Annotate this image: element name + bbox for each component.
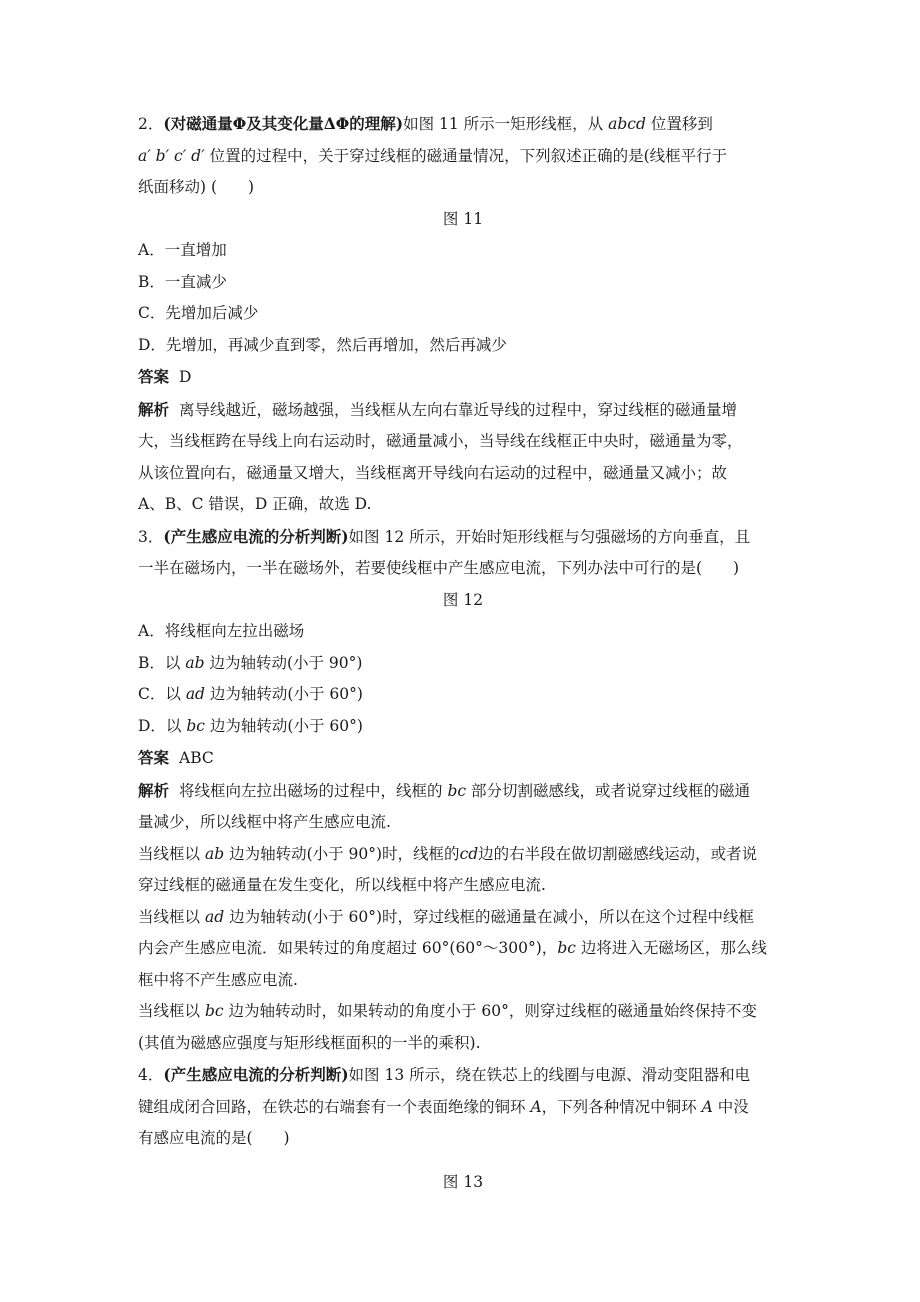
q4-line2-middle: ，下列各种情况中铜环 bbox=[541, 1097, 697, 1116]
q3-analysis-line-1 bbox=[138, 775, 788, 808]
q2-analysis-line-1 bbox=[138, 394, 788, 427]
q3-option-c-suffix: 边为轴转动(小于 60°) bbox=[209, 685, 363, 703]
q3-analysis-b1-suffix: 边的右半段在做切割磁感线运动，或者说 bbox=[478, 844, 758, 863]
q2-line2-italic: a′ b′ c′ d′ bbox=[138, 146, 205, 165]
q3-analysis-d1-suffix: 边为轴转动时，如果转动的角度小于 60°，则穿过线框的磁通量始终保持不变 bbox=[228, 1002, 757, 1020]
q3-line-1 bbox=[138, 521, 788, 554]
q2-answer bbox=[138, 361, 788, 394]
q4-line-3: 有感应电流的是( ) bbox=[138, 1129, 290, 1147]
q3-analysis-line-7: 框中将不产生感应电流. bbox=[138, 970, 298, 989]
q2-topic: (对磁通量Φ及其变化量ΔΦ的理解) bbox=[163, 114, 404, 133]
q3-analysis-line-2: 量减少，所以线框中将产生感应电流. bbox=[138, 813, 391, 831]
q3-analysis-line-8 bbox=[138, 996, 788, 1028]
q3-analysis-b1-middle: 边为轴转动(小于 90°)时，线框的 bbox=[229, 844, 460, 863]
q2-number: 2． bbox=[138, 115, 164, 133]
q4-topic: (产生感应电流的分析判断) bbox=[163, 1065, 349, 1084]
q3-analysis-d1-prefix: 当线框以 bbox=[138, 1002, 201, 1020]
q3-analysis-line-4: 穿过线框的磁通量在发生变化，所以线框中将产生感应电流. bbox=[138, 876, 546, 894]
q2-line-3: 纸面移动) ( ) bbox=[138, 178, 255, 196]
q2-line-2 bbox=[138, 141, 788, 173]
q3-analysis-line-5 bbox=[138, 902, 788, 934]
q3-analysis-a1-italic: bc bbox=[447, 781, 467, 800]
q3-answer bbox=[138, 742, 788, 775]
q2-option-b: B．一直减少 bbox=[138, 272, 227, 291]
q2-analysis-line-3: 从该位置向右，磁通量又增大，当线框离开导线向右运动的过程中，磁通量又减小；故 bbox=[138, 463, 728, 482]
q3-analysis-c1-italic: ad bbox=[204, 907, 225, 926]
q2-line1-italic: abcd bbox=[608, 115, 646, 133]
q4-line-2 bbox=[138, 1092, 788, 1124]
q3-option-c-italic: ad bbox=[185, 685, 205, 703]
q2-line1-text: 如图 11 所示一矩形线框，从 bbox=[403, 115, 604, 133]
q4-figure-spacer bbox=[138, 1155, 788, 1167]
q3-analysis-d1-italic: bc bbox=[204, 1002, 224, 1020]
q3-analysis-c2-italic: bc bbox=[557, 939, 576, 957]
q3-analysis-a1-prefix: 将线框向左拉出磁场的过程中，线框的 bbox=[179, 781, 443, 800]
q2-option-a: A．一直增加 bbox=[138, 241, 227, 259]
q3-number: 3． bbox=[138, 527, 164, 546]
q3-analysis-line-3 bbox=[138, 839, 788, 871]
q3-answer-label: 答案 bbox=[138, 748, 170, 767]
q3-line-2: 一半在磁场内，一半在磁场外，若要使线框中产生感应电流，下列办法中可行的是( ) bbox=[138, 559, 740, 577]
q2-answer-label: 答案 bbox=[138, 367, 170, 386]
q3-figure-caption: 图 12 bbox=[442, 590, 484, 609]
q3-option-d-prefix: D．以 bbox=[138, 716, 182, 735]
q3-analysis-b1-italic-2: cd bbox=[459, 844, 479, 863]
document-page bbox=[138, 108, 788, 1198]
q3-analysis-c2-suffix: 边将进入无磁场区，那么线 bbox=[580, 939, 767, 957]
q2-answer-value: D bbox=[179, 368, 192, 386]
q4-line2-italic-1: A bbox=[530, 1097, 542, 1116]
q2-figure-caption: 图 11 bbox=[442, 209, 484, 228]
q3-line1-text: 如图 12 所示，开始时矩形线框与匀强磁场的方向垂直，且 bbox=[348, 527, 751, 546]
q3-option-c bbox=[138, 679, 788, 711]
q3-analysis-line-9: (其值为磁感应强度与矩形线框面积的一半的乘积). bbox=[138, 1033, 481, 1052]
q2-analysis-line-4: A、B、C 错误，D 正确，故选 D. bbox=[138, 495, 372, 513]
q2-line2-text: 位置的过程中，关于穿过线框的磁通量情况，下列叙述正确的是(线框平行于 bbox=[209, 146, 728, 165]
q2-option-c: C．先增加后减少 bbox=[138, 304, 259, 322]
q4-figure-caption: 图 13 bbox=[442, 1172, 484, 1191]
q4-line2-suffix: 中没 bbox=[717, 1097, 749, 1116]
q3-answer-value: ABC bbox=[179, 749, 214, 767]
q3-analysis-a1-suffix: 部分切割磁感线，或者说穿过线框的磁通 bbox=[471, 781, 751, 800]
q4-number: 4． bbox=[138, 1066, 164, 1084]
q3-analysis-line-6 bbox=[138, 933, 788, 965]
q3-analysis-c1-prefix: 当线框以 bbox=[138, 907, 201, 926]
q3-analysis-b1-italic-1: ab bbox=[204, 844, 225, 863]
q3-option-d-italic: bc bbox=[186, 716, 205, 735]
q3-option-b bbox=[138, 648, 788, 680]
q4-line-1 bbox=[138, 1059, 788, 1092]
q3-option-c-prefix: C．以 bbox=[138, 685, 181, 703]
q4-line2-prefix: 键组成闭合回路，在铁芯的右端套有一个表面绝缘的铜环 bbox=[138, 1097, 526, 1116]
q4-line1-text: 如图 13 所示，绕在铁芯上的线圈与电源、滑动变阻器和电 bbox=[348, 1066, 751, 1084]
q3-analysis-b1-prefix: 当线框以 bbox=[138, 844, 201, 863]
q2-option-d: D．先增加，再减少直到零，然后再增加，然后再减少 bbox=[138, 335, 507, 354]
q2-analysis-text-1: 离导线越近，磁场越强，当线框从左向右靠近导线的过程中，穿过线框的磁通量增 bbox=[179, 400, 738, 419]
q3-analysis-c1-suffix: 边为轴转动(小于 60°)时，穿过线框的磁通量在减小，所以在这个过程中线框 bbox=[229, 907, 755, 926]
q3-option-b-italic: ab bbox=[185, 653, 205, 672]
q3-option-d bbox=[138, 711, 788, 743]
q3-analysis-c2-prefix: 内会产生感应电流．如果转过的角度超过 60°(60°～300°)， bbox=[138, 939, 558, 957]
q3-analysis-label: 解析 bbox=[138, 780, 170, 800]
q2-analysis-label: 解析 bbox=[138, 399, 170, 419]
q3-option-d-suffix: 边为轴转动(小于 60°) bbox=[209, 716, 363, 735]
q2-line-1 bbox=[138, 108, 788, 141]
q2-analysis-line-2: 大，当线框跨在导线上向右运动时，磁通量减小，当导线在线框正中央时，磁通量为零， bbox=[138, 432, 743, 450]
q3-option-a: A．将线框向左拉出磁场 bbox=[138, 622, 305, 640]
q3-option-b-prefix: B．以 bbox=[138, 653, 181, 672]
q3-topic: (产生感应电流的分析判断) bbox=[163, 526, 349, 546]
q4-line2-italic-2: A bbox=[701, 1097, 713, 1116]
q3-option-b-suffix: 边为轴转动(小于 90°) bbox=[209, 653, 363, 672]
q2-line1-end: 位置移到 bbox=[650, 115, 713, 133]
